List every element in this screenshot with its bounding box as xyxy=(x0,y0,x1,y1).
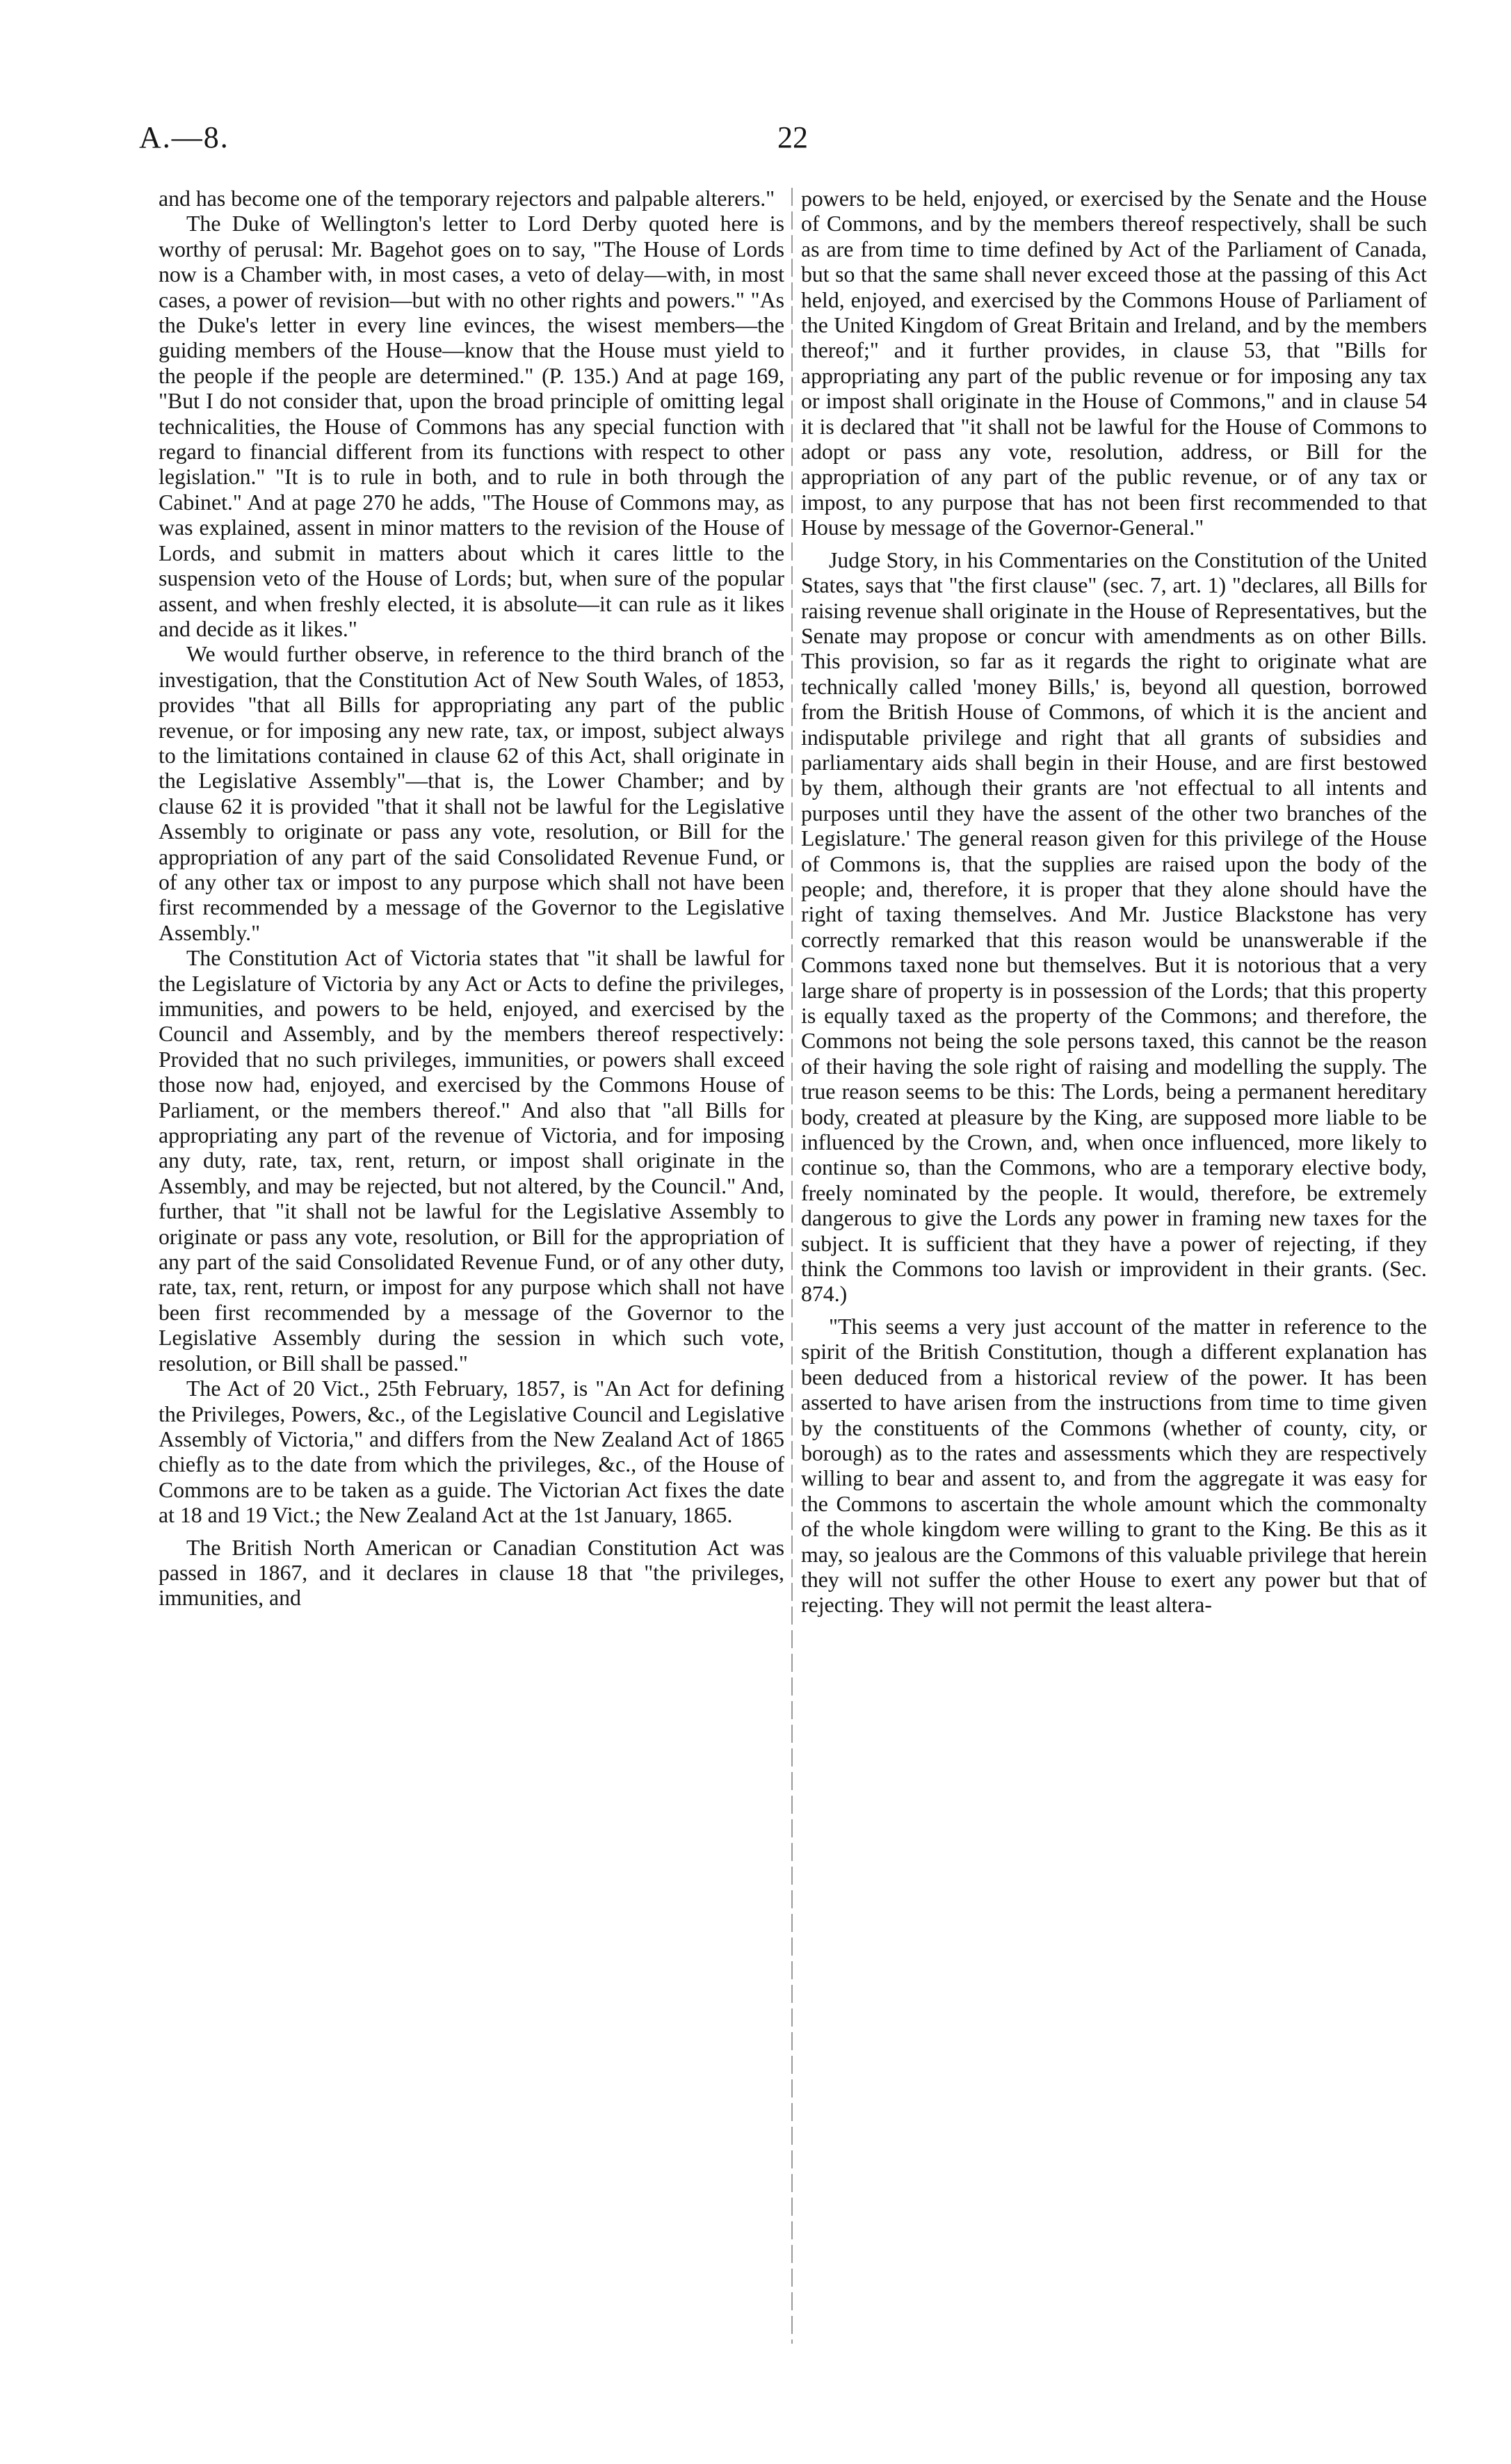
paragraph: The British North American or Canadian Constitution Act was passed in 1867, and it declares in clause 18 that "the privileges, immunities, and xyxy=(159,1535,784,1611)
paragraph: We would further observe, in reference to the third branch of the investigation, that the Constitution Act of New South Wales, of 1853, provides "that all Bills for appropriating any part of the public revenue, or for imposing any new rate, tax, or impost, subject always to the limitations contained in clause 62 of this Act, shall originate in the Legislative Assembly"—that is, the Lower Chamber; and by clause 62 it is provided "that it shall not be lawful for the Legislative Assembly to originate or pass any vote, resolution, or Bill for the appropriation of any part of the said Consolidated Revenue Fund, or of any other tax or impost to any purpose which shall not have been first recommended by a message of the Governor to the Legislative Assembly." xyxy=(159,642,784,945)
paragraph: The Constitution Act of Victoria states that "it shall be lawful for the Legislature of Victoria by any Act or Acts to define the privileges, immunities, and powers to be held, enjoyed, and exercised by the Council and Assembly, and by the members thereof respectively: Provided that no such privileges, immunities, or powers shall exceed those now had, enjoyed, and exercised by the Commons House of Parliament, or the members thereof." And also that "all Bills for appropriating any part of the revenue of Victoria, and for imposing any duty, rate, tax, rent, return, or impost shall originate in the Assembly, and may be rejected, but not altered, by the Council." And, further, that "it shall not be lawful for the Legislative Assembly to originate or pass any vote, resolution, or Bill for the appropriation of any part of the said Consolidated Revenue Fund, or of any other duty, rate, tax, rent, return, or impost for any purpose which shall not have been first recommended by a message of the Governor to the Legislative Assembly during the session in which such vote, resolution, or Bill shall be passed." xyxy=(159,946,784,1376)
paragraph: The Act of 20 Vict., 25th February, 1857, is "An Act for defining the Privileges, Powers, &c., of the Legislative Council and Legislative Assembly of Victoria," and differs from the New Zealand Act of 1865 chiefly as to the date from which the privileges, &c., of the House of Commons are to be taken as a guide. The Victorian Act fixes the date at 18 and 19 Vict.; the New Zealand Act at the 1st January, 1865. xyxy=(159,1376,784,1528)
paragraph: "This seems a very just account of the matter in reference to the spirit of the British Constitution, though a different explanation has been deduced from a historical review of the power. It has been asserted to have arisen from the instructions from time to time given by the constituents of the Commons (whether of county, city, or borough) as to the rates and assessments which they are respectively willing to bear and assent to, and from the aggregate it was easy for the Commons to ascertain the whole amount which the commonalty of the whole kingdom were willing to grant to the King. Be this as it may, so jealous are the Commons of this valuable privilege that herein they will not suffer the other House to exert any power but that of rejecting. They will not permit the least altera- xyxy=(801,1314,1427,1618)
paragraph: powers to be held, enjoyed, or exercised by the Senate and the House of Commons, and by the members thereof respectively, shall be such as are from time to time defined by Act of the Parliament of Canada, but so that the same shall never exceed those at the passing of this Act held, enjoyed, and exercised by the Commons House of Parliament of the United Kingdom of Great Britain and Ireland, and by the members thereof;" and it further provides, in clause 53, that "Bills for appropriating any part of the public revenue or for imposing any tax or impost shall originate in the House of Commons," and in clause 54 it is declared that "it shall not be lawful for the House of Commons to adopt or pass any vote, resolution, address, or Bill for the appropriation of any part of the public revenue, or of any tax or impost, to any purpose that has not been first recommended to that House by message of the Governor-General." xyxy=(801,186,1427,540)
paragraph: The Duke of Wellington's letter to Lord Derby quoted here is worthy of perusal: Mr. Bagehot goes on to say, "The House of Lords now is a Chamber with, in most cases, a veto of delay—with, in most cases, a power of revision—but with no other rights and powers." "As the Duke's letter in every line evinces, the wisest members—the guiding members of the House—know that the House must yield to the people if the people are determined." (P. 135.) And at page 169, "But I do not consider that, upon the broad principle of omitting legal technicalities, the House of Commons has any special function with regard to financial different from its functions with respect to other legislation." "It is to rule in both, and to rule in both through the Cabinet." And at page 270 he adds, "The House of Commons may, as was explained, assent in minor matters to the revision of the House of Lords, and submit in matters about which it cares little to the suspension veto of the House of Lords; but, when sure of the popular assent, and when freshly elected, it is absolute—it can rule as it likes and decide as it likes." xyxy=(159,211,784,641)
document-reference: A.—8. xyxy=(139,120,229,154)
column-divider xyxy=(791,188,793,2344)
paragraph: and has become one of the temporary rejectors and palpable alterers." xyxy=(159,186,775,211)
left-column xyxy=(159,186,784,2405)
right-column xyxy=(801,186,1427,2405)
page-number: 22 xyxy=(777,120,808,154)
paragraph: Judge Story, in his Commentaries on the Constitution of the United States, says that "the first clause" (sec. 7, art. 1) "declares, all Bills for raising revenue shall originate in the House of Representatives, but the Senate may propose or concur with amendments as on other Bills. This provision, so far as it regards the right to originate what are technically called 'money Bills,' is, beyond all question, borrowed from the British House of Commons, of which it is the ancient and indisputable privilege and right that all grants of subsidies and parliamentary aids shall begin in their House, and are first bestowed by them, although their grants are 'not effectual to all intents and purposes until they have the assent of the other two branches of the Legislature.' The general reason given for this privilege of the House of Commons is, that the supplies are raised upon the body of the people; and, therefore, it is proper that they alone should have the right of taxing themselves. And Mr. Justice Blackstone has very correctly remarked that this reason would be unanswerable if the Commons taxed none but themselves. But it is notorious that a very large share of property is in possession of the Lords; that this property is equally taxed as the property of the Commons; and therefore, the Commons not being the sole persons taxed, this cannot be the reason of their having the sole right of raising and modelling the supply. The true reason seems to be this: The Lords, being a permanent hereditary body, created at pleasure by the King, are supposed more liable to be influenced by the Crown, and, when once influenced, more likely to continue so, than the Commons, who are a temporary elective body, freely nominated by the people. It would, therefore, be extremely dangerous to give the Lords any power in framing new taxes for the subject. It is sufficient that they have a power of rejecting, if they think the Commons too lavish or improvident in their grants. (Sec. 874.) xyxy=(801,547,1427,1307)
